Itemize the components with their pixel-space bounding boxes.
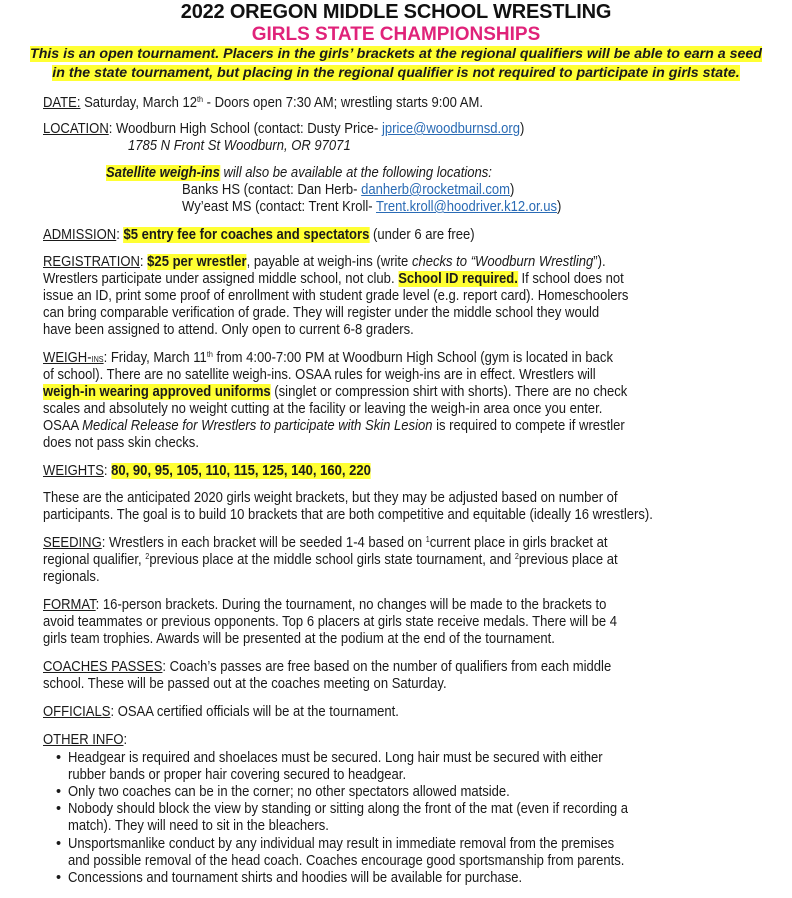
site-email-link[interactable]: Trent.kroll@hoodriver.k12.or.us [376, 199, 558, 215]
seeding-line [43, 535, 607, 552]
other-info-label: OTHER INFO [43, 732, 124, 748]
format-label: FORMAT [43, 597, 96, 613]
list-item-cont: and possible removal of the head coach. Coaches encourage good sportsmanship from parents. [68, 853, 625, 869]
weights-line [43, 463, 371, 480]
format-text: : 16-person brackets. During the tournament, no changes will be made to the brackets to [95, 597, 607, 613]
list-item: Unsportsmanlike conduct by any individual may result in immediate removal from the premises [68, 836, 615, 852]
date-sup: th [197, 95, 204, 104]
location-label: LOCATION [43, 121, 109, 137]
registration-line-2 [43, 271, 624, 288]
seeding-text: current place in girls bracket at [429, 535, 608, 551]
registration-text: If school does not [517, 271, 624, 287]
weighins-label [43, 350, 104, 366]
weighins-text: : Friday, March 11 [103, 350, 207, 366]
site-email-link[interactable]: danherb@rocketmail.com [361, 182, 511, 198]
satellite-line [106, 165, 492, 182]
registration-line-3: issue an ID, print some proof of enrollment with student grade level (e.g. report card). Homeschoolers [43, 288, 629, 304]
seeding-text: regional qualifier, [43, 552, 146, 568]
seeding-sup: 1 [425, 535, 430, 544]
list-item-cont: rubber bands or proper hair covering secured to headgear. [68, 767, 407, 783]
list-item: Headgear is required and shoelaces must be secured. Long hair must be secured with either [68, 750, 603, 766]
weighins-line-4: scales and absolutely no weight cutting at the facility or leaving the weigh-in area once you enter. [43, 401, 603, 417]
coaches-label: COACHES PASSES [43, 659, 163, 675]
weights-highlight: 80, 90, 95, 105, 110, 115, 125, 140, 160, 220 [111, 463, 371, 479]
satellite-text: will also be available at the following locations: [219, 165, 492, 181]
page-subtitle: GIRLS STATE CHAMPIONSHIPS [251, 24, 541, 45]
school-id-highlight: School ID required. [398, 271, 518, 287]
bullet-icon: • [56, 750, 62, 766]
coaches-line-2: school. These will be passed out at the coaches meeting on Saturday. [43, 676, 447, 692]
colon: : [116, 227, 124, 243]
registration-text-2: ”). [593, 254, 606, 270]
seeding-sup: 2 [514, 552, 519, 561]
medical-release-italic: Medical Release for Wrestlers to participate with Skin Lesion [82, 418, 433, 434]
registration-highlight: $25 per wrestler [147, 254, 247, 270]
registration-italic: checks to “Woodburn Wrestling [411, 254, 594, 270]
list-item: Concessions and tournament shirts and hoodies will be available for purchase. [68, 870, 523, 886]
satellite-site [182, 199, 561, 216]
weighins-line-5 [43, 418, 625, 435]
list-item-cont: match). They will need to sit in the bleachers. [68, 818, 329, 834]
date-text-2: - Doors open 7:30 AM; wrestling starts 9:00 AM. [203, 95, 484, 111]
intro-line-1: This is an open tournament. Placers in the girls’ brackets at the regional qualifiers will be able to earn a seed [30, 46, 762, 62]
bullet-icon: • [56, 784, 62, 800]
weighins-text: OSAA [43, 418, 83, 434]
coaches-text: : Coach’s passes are free based on the number of qualifiers from each middle [162, 659, 612, 675]
brackets-note-line-2: participants. The goal is to build 10 brackets that are both competitive and equitable (ideally 16 wrestlers). [43, 507, 653, 523]
seeding-text: : Wrestlers in each bracket will be seeded 1-4 based on [101, 535, 426, 551]
officials-text: : OSAA certified officials will be at the tournament. [110, 704, 399, 720]
registration-text: Wrestlers participate under assigned middle school, not club. [43, 271, 399, 287]
weighins-line-2: of school). There are no satellite weigh-ins. OSAA rules for weigh-ins are in effect. Wrestlers will [43, 367, 596, 383]
list-item: Nobody should block the view by standing or sitting along the front of the mat (even if recording a [68, 801, 629, 817]
registration-text: , payable at weigh-ins (write [246, 254, 412, 270]
location-text-2: ) [519, 121, 525, 137]
bullet-icon: • [56, 836, 62, 852]
brackets-note-line-1: These are the anticipated 2020 girls weight brackets, but they may be adjusted based on number of [43, 490, 618, 506]
satellite-highlight: Satellite weigh-ins [106, 165, 220, 181]
date-line [43, 95, 483, 112]
location-line [43, 121, 524, 138]
format-line-3: girls team trophies. Awards will be presented at the podium at the end of the tournament. [43, 631, 555, 647]
location-email-link[interactable]: jprice@woodburnsd.org [381, 121, 520, 137]
location-address: 1785 N Front St Woodburn, OR 97071 [128, 138, 351, 154]
weighins-line-3 [43, 384, 627, 401]
uniform-highlight: weigh-in wearing approved uniforms [43, 384, 271, 400]
colon: : [103, 463, 112, 479]
registration-line-5: have been assigned to attend. Only open to current 6-8 graders. [43, 322, 414, 338]
seeding-text: previous place at [518, 552, 618, 568]
admission-line [43, 227, 475, 244]
site-text: Wy’east MS (contact: Trent Kroll- [182, 199, 377, 215]
admission-highlight: $5 entry fee for coaches and spectators [123, 227, 370, 243]
officials-label: OFFICIALS [43, 704, 111, 720]
admission-label: ADMISSION [43, 227, 117, 243]
weighins-text: is required to compete if wrestler [432, 418, 625, 434]
date-text: Saturday, March 12 [80, 95, 198, 111]
site-text: Banks HS (contact: Dan Herb- [182, 182, 362, 198]
admission-text: (under 6 are free) [369, 227, 475, 243]
weighins-text: (singlet or compression shirt with shorts). There are no check [270, 384, 628, 400]
satellite-site [182, 182, 514, 199]
seeding-line-2 [43, 552, 618, 569]
site-text-2: ) [510, 182, 515, 198]
weighins-label-main: WEIGH- [43, 350, 92, 366]
bullet-icon: • [56, 870, 62, 886]
colon: : [139, 254, 148, 270]
weighins-text-2: from 4:00-7:00 PM at Woodburn High School (gym is located in back [212, 350, 613, 366]
weights-label: WEIGHTS [43, 463, 104, 479]
seeding-text: previous place at the middle school girls state tournament, and [149, 552, 515, 568]
colon: : [123, 732, 128, 748]
format-line [43, 597, 606, 614]
bullet-icon: • [56, 801, 62, 817]
seeding-label: SEEDING [43, 535, 102, 551]
registration-line [43, 254, 606, 271]
weighins-line-6: does not pass skin checks. [43, 435, 199, 451]
page-title: 2022 OREGON MIDDLE SCHOOL WRESTLING [180, 1, 612, 23]
seeding-line-3: regionals. [43, 569, 100, 585]
registration-label: REGISTRATION [43, 254, 140, 270]
site-text-2: ) [557, 199, 562, 215]
intro-line-2: in the state tournament, but placing in the regional qualifier is not required to participate in girls state. [52, 65, 740, 81]
coaches-line [43, 659, 611, 676]
officials-line [43, 704, 399, 721]
other-info-line [43, 732, 127, 749]
weighins-line [43, 350, 613, 368]
list-item: Only two coaches can be in the corner; no other spectators allowed matside. [68, 784, 510, 800]
location-text: : Woodburn High School (contact: Dusty Price- [108, 121, 382, 137]
date-label: DATE: [43, 95, 81, 111]
weighins-label-small: INS [91, 355, 104, 364]
intro-note [0, 45, 792, 83]
seeding-sup: 2 [145, 552, 150, 561]
weighins-sup: th [206, 350, 213, 359]
format-line-2: avoid teammates or previous opponents. Top 6 placers at girls state receive medals. There will be 4 [43, 614, 618, 630]
registration-line-4: can bring comparable verification of grade. They will register under the middle school they would [43, 305, 600, 321]
